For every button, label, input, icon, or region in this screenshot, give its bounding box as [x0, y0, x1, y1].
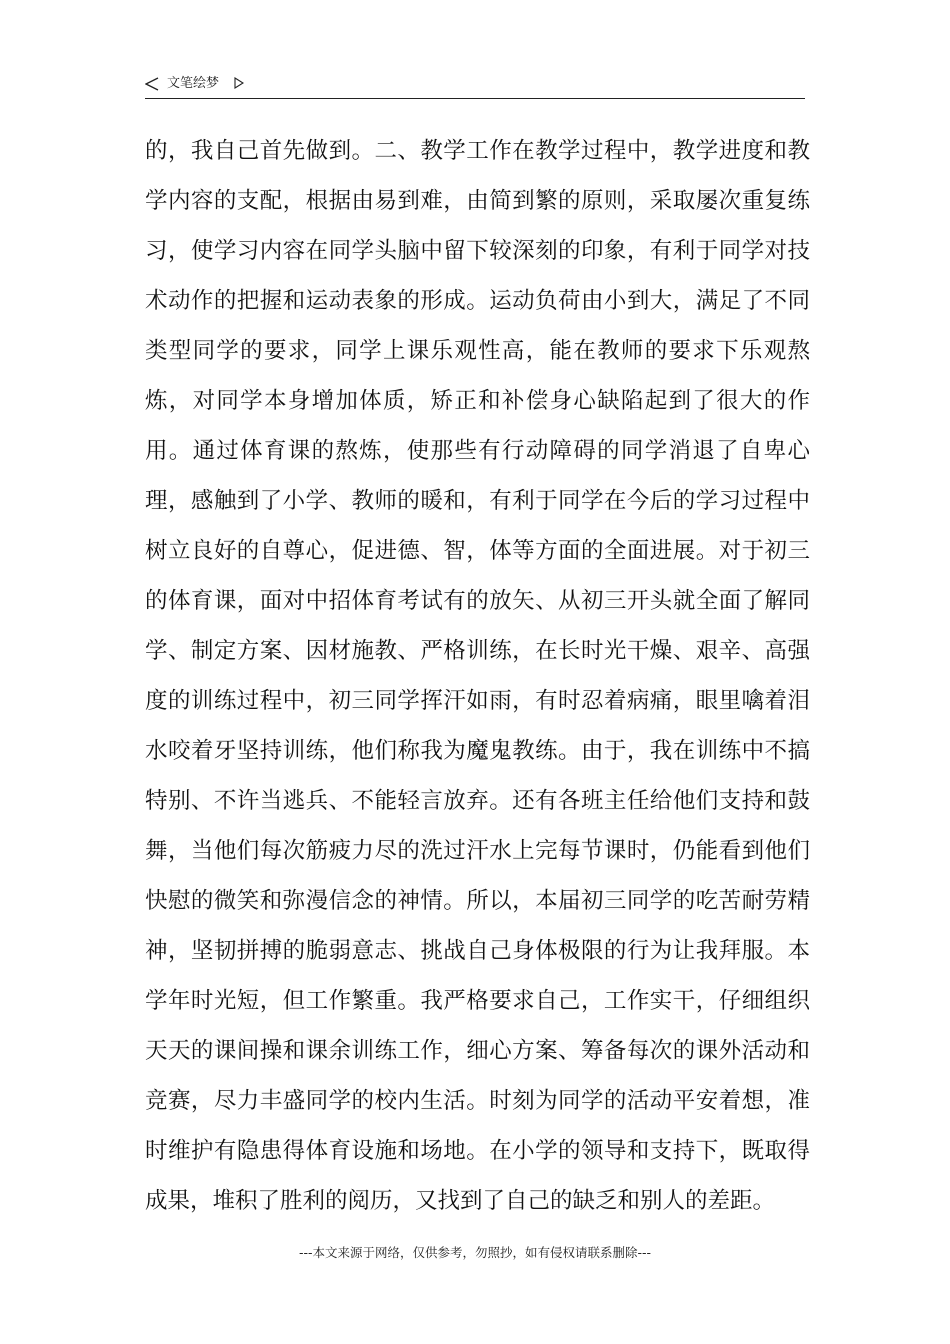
- text-line: 学、制定方案、因材施教、严格训练，在长时光干燥、艰辛、高强: [145, 638, 810, 664]
- triangle-right-icon: [234, 77, 244, 89]
- text-line: 天天的课间操和课余训练工作，细心方案、筹备每次的课外活动和: [145, 1038, 810, 1064]
- text-line: 舞，当他们每次筋疲力尽的洗过汗水上完每节课时，仍能看到他们: [145, 838, 810, 864]
- text-line: 用。通过体育课的熬炼，使那些有行动障碍的同学消退了自卑心: [145, 438, 810, 464]
- text-line: 类型同学的要求，同学上课乐观性高，能在教师的要求下乐观熬: [145, 338, 810, 364]
- text-line: 习，使学习内容在同学头脑中留下较深刻的印象，有利于同学对技: [145, 238, 810, 264]
- header-title: 文笔绘梦: [167, 76, 220, 91]
- text-line: 炼，对同学本身增加体质，矫正和补偿身心缺陷起到了很大的作: [145, 388, 810, 414]
- footer-disclaimer: ---本文来源于网络，仅供参考，勿照抄，如有侵权请联系删除---: [298, 1245, 652, 1260]
- text-line: 树立良好的自尊心，促进德、智，体等方面的全面进展。对于初三: [145, 538, 810, 564]
- text-line: 的，我自己首先做到。二、教学工作在教学过程中，教学进度和教: [145, 138, 810, 164]
- text-line: 神，坚韧拼搏的脆弱意志、挑战自己身体极限的行为让我拜服。本: [145, 938, 810, 964]
- text-line: 快慰的微笑和弥漫信念的神情。所以，本届初三同学的吃苦耐劳精: [145, 888, 810, 914]
- text-line: 理，感触到了小学、教师的暖和，有利于同学在今后的学习过程中: [145, 488, 810, 514]
- text-line: 学内容的支配，根据由易到难，由简到繁的原则，采取屡次重复练: [145, 188, 810, 214]
- document-body: [145, 126, 810, 1226]
- text-line: 学年时光短，但工作繁重。我严格要求自己，工作实干，仔细组织: [145, 988, 810, 1014]
- text-line: 度的训练过程中，初三同学挥汗如雨，有时忍着病痛，眼里噙着泪: [145, 688, 810, 714]
- text-line: 术动作的把握和运动表象的形成。运动负荷由小到大，满足了不同: [145, 288, 810, 314]
- text-line: 成果，堆积了胜利的阅历，又找到了自己的缺乏和别人的差距。: [145, 1188, 776, 1214]
- text-line: 水咬着牙坚持训练，他们称我为魔鬼教练。由于，我在训练中不搞: [145, 738, 810, 764]
- text-line: 的体育课，面对中招体育考试有的放矢、从初三开头就全面了解同: [145, 588, 810, 614]
- page-header: [145, 74, 805, 99]
- triangle-left-icon: [145, 77, 159, 91]
- text-line: 时维护有隐患得体育设施和场地。在小学的领导和支持下，既取得: [145, 1138, 810, 1164]
- text-line: 竞赛，尽力丰盛同学的校内生活。时刻为同学的活动平安着想，准: [145, 1088, 810, 1114]
- text-line: 特别、不许当逃兵、不能轻言放弃。还有各班主任给他们支持和鼓: [145, 788, 810, 814]
